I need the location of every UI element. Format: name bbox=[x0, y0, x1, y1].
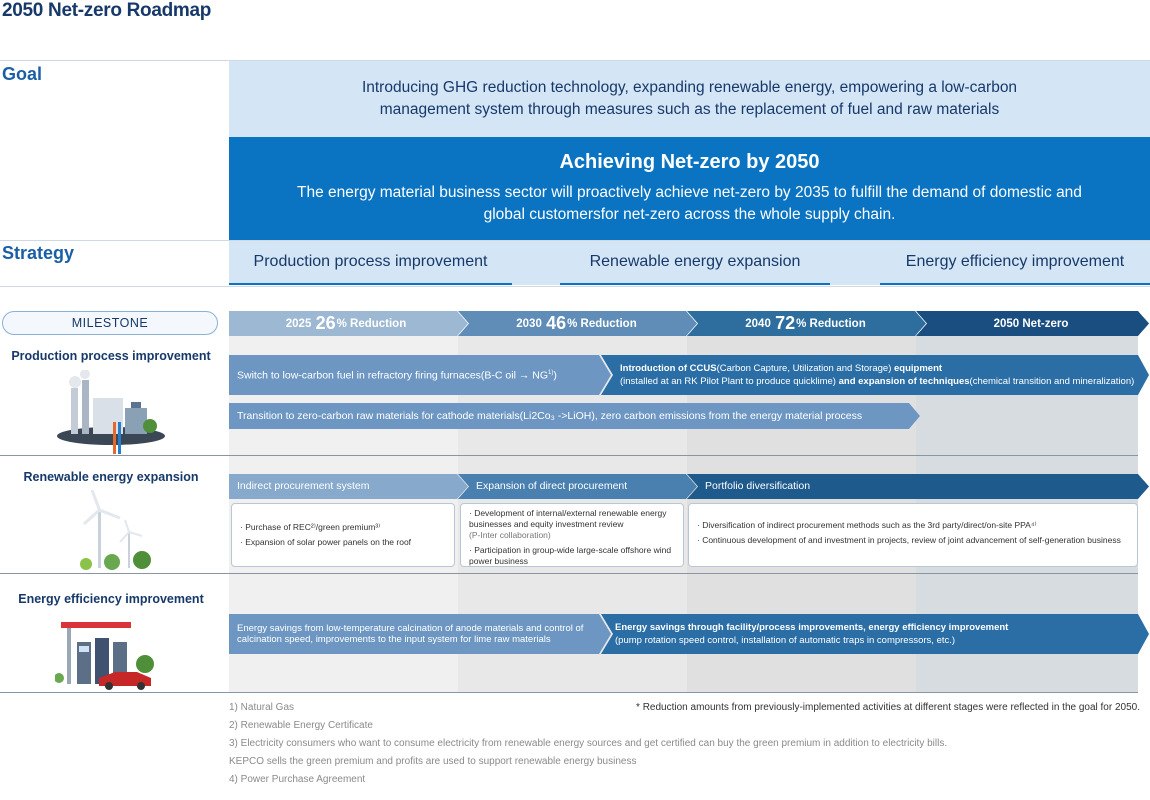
bar-text: (pump rotation speed control, installation of automatic traps in compressors, etc.) bbox=[615, 635, 956, 646]
goal-statement bbox=[229, 61, 1150, 137]
milestone-suffix: % Reduction bbox=[796, 317, 866, 330]
goal-headline-box bbox=[229, 137, 1150, 240]
production-bar-3: Transition to zero-carbon raw materials for cathode materials(Li2Co₃ ->LiOH), zero carbon emissions from the energy material process bbox=[237, 409, 863, 422]
milestone-value: 72 bbox=[775, 313, 796, 333]
milestone-suffix: % Reduction bbox=[567, 317, 637, 330]
strategy-label: Strategy bbox=[2, 243, 75, 263]
milestone-2040 bbox=[691, 311, 920, 336]
page-title: 2050 Net-zero Roadmap bbox=[2, 0, 212, 21]
milestone-value: 26 bbox=[315, 313, 336, 333]
list-item: · Diversification of indirect procurement methods such as the 3rd party/direct/on-site PPA⁴⁾ bbox=[697, 520, 1037, 530]
renewable-box-2 bbox=[460, 503, 684, 567]
renewable-box-3 bbox=[688, 503, 1138, 567]
renewable-bar-1: Indirect procurement system bbox=[237, 480, 370, 492]
bar-text: (Carbon Capture, Utilization and Storage) bbox=[716, 363, 895, 374]
wind-turbine-icon bbox=[70, 490, 160, 572]
footnote-2: 2) Renewable Energy Certificate bbox=[229, 720, 373, 731]
bar-text-bold: Introduction of CCUS bbox=[620, 363, 717, 374]
milestone-value: 46 bbox=[546, 313, 567, 333]
production-bar-1 bbox=[229, 355, 599, 395]
list-item: · Expansion of solar power panels on the roof bbox=[240, 537, 412, 547]
milestone-2030 bbox=[462, 311, 691, 336]
goal-label: Goal bbox=[2, 64, 43, 84]
milestone-year: 2025 bbox=[285, 317, 312, 330]
list-item: · Participation in group-wide large-scale offshore wind power business bbox=[469, 545, 672, 566]
row-label-production: Production process improvement bbox=[11, 349, 211, 363]
factory-icon bbox=[55, 370, 167, 455]
bar-text: ) bbox=[553, 369, 557, 382]
renewable-bar-2: Expansion of direct procurement bbox=[476, 480, 628, 492]
strategy-production: Production process improvement bbox=[229, 241, 512, 285]
footnote-ref: 1) bbox=[548, 370, 554, 377]
milestone-year: 2030 bbox=[516, 317, 542, 330]
efficiency-bar-2 bbox=[607, 614, 1137, 654]
bar-text-bold: and expansion of techniques bbox=[838, 376, 970, 387]
footnote-3: 3) Electricity consumers who want to consume electricity from renewable energy sources and get certified can buy the green premium in addition to electricity bills. bbox=[229, 738, 948, 749]
goal-headline: Achieving Net-zero by 2050 bbox=[559, 151, 820, 173]
row-separator bbox=[0, 692, 1138, 693]
production-bar-2 bbox=[612, 355, 1142, 395]
milestone-suffix: % Reduction bbox=[336, 317, 407, 330]
footnote-3-cont: KEPCO sells the green premium and profits are used to support renewable energy business bbox=[229, 756, 637, 767]
renewable-bar-3: Portfolio diversification bbox=[705, 480, 811, 492]
footnote-1: 1) Natural Gas bbox=[229, 702, 295, 713]
footnote-4: 4) Power Purchase Agreement bbox=[229, 774, 366, 785]
bar-text-bold: equipment bbox=[894, 363, 943, 374]
strategy-renewable: Renewable energy expansion bbox=[560, 241, 830, 285]
row-label-renewable: Renewable energy expansion bbox=[23, 470, 199, 484]
strategy-efficiency: Energy efficiency improvement bbox=[880, 241, 1150, 285]
row-separator bbox=[0, 573, 1138, 574]
list-item: · Continuous development of and investment in projects, review of joint advancement of self-generation business bbox=[697, 535, 1121, 545]
goal-line1: Introducing GHG reduction technology, expanding renewable energy, empowering a low-carbon management system through measures such as the replacement of fuel and raw materials bbox=[361, 79, 1018, 118]
goal-line2: The energy material business sector will proactively achieve net-zero by 2035 to fulfill the demand of domestic and global customersfor net-zero across the whole supply chain. bbox=[297, 184, 1082, 223]
bar-text: (chemical transition and mineralization) bbox=[969, 376, 1135, 387]
list-item: · Purchase of REC²⁾/green premium³⁾ bbox=[240, 522, 381, 532]
milestone-year: 2050 Net-zero bbox=[993, 317, 1069, 330]
row-label-efficiency: Energy efficiency improvement bbox=[18, 592, 204, 606]
efficiency-bar-1: Energy savings from low-temperature calcination of anode materials and control of calcination speed, improvements to the input system for lime raw materials bbox=[237, 623, 584, 645]
milestone-2025 bbox=[229, 311, 463, 336]
bar-text: Switch to low-carbon fuel in refractory firing furnaces(B-C oil → NG bbox=[237, 369, 549, 382]
bar-text: (installed at an RK Pilot Plant to produce quicklime) bbox=[620, 376, 839, 387]
milestone-2050 bbox=[920, 311, 1142, 336]
row-separator bbox=[0, 455, 1138, 456]
divider bbox=[0, 286, 1150, 287]
bar-text-bold: Energy savings through facility/process improvements, energy efficiency improvement bbox=[615, 622, 1009, 633]
milestone-year: 2040 bbox=[745, 317, 771, 330]
list-item-note: (P-Inter collaboration) bbox=[469, 530, 551, 540]
reduction-note: * Reduction amounts from previously-implemented activities at different stages were reflected in the goal for 2050. bbox=[636, 702, 1140, 713]
ev-charging-icon bbox=[55, 612, 165, 690]
milestone-label: MILESTONE bbox=[2, 311, 218, 335]
list-item: · Development of internal/external renewable energy businesses and equity investment review bbox=[469, 508, 667, 529]
renewable-box-1 bbox=[231, 503, 455, 567]
